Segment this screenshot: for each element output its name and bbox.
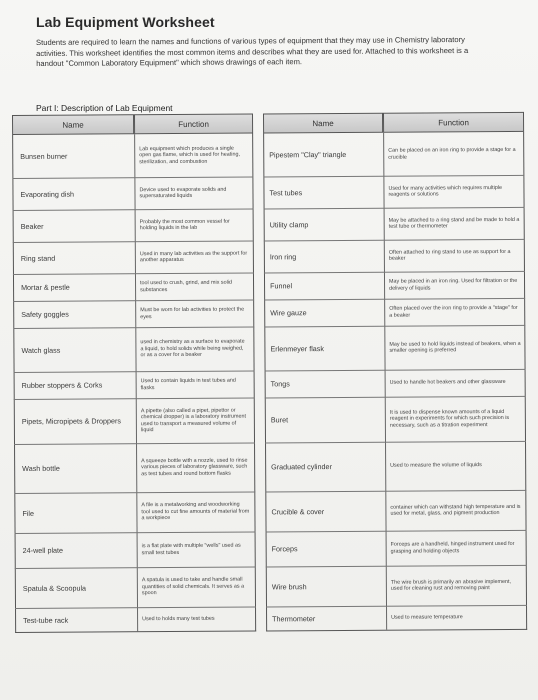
right-equipment-function-text: Can be placed on an iron ring to provide a stage for a crucible [388,147,516,161]
left-equipment-function-text: tool used to crush, grind, and mix solid substances [140,279,233,293]
right-equipment-name-text: Tongs [270,379,290,389]
left-equipment-function [141,493,249,532]
left-equipment-function [140,242,248,273]
right-equipment-function [388,176,520,207]
left-equipment-function [142,608,250,632]
left-equipment-function [140,328,248,371]
right-equipment-function-text: Used to measure temperature [391,614,463,621]
page-title: Lab Equipment Worksheet [36,14,215,30]
right-equipment-function [390,491,522,530]
left-equipment-function-text: A pipette (also called a pipet, pipettor or chemical dropper) is a laboratory instrument used to transport a measured volume of liquid [140,407,247,434]
left-equipment-function [142,568,250,607]
right-equipment-function-text: The wire brush is primarily an abrasive implement, used for cleaning rust and removing paint [390,578,512,592]
right-equipment-function [389,272,521,298]
right-equipment-name [269,133,379,177]
right-equipment-name-text: Pipestem "Clay" triangle [269,149,347,160]
right-equipment-name [270,299,380,327]
left-equipment-function-text: A file is a metalworking and woodworking tool used to cut fine amounts of material from a workpiece [141,502,250,522]
right-equipment-name-text: Graduated cylinder [271,462,332,472]
left-equipment-function-text: used in chemistry as a surface to evaporate a liquid, to hold solids while being weighed, or as a cover for a beaker [140,338,245,359]
intro-paragraph: Students are required to learn the names and functions of various types of equipment that they may use in Chemistry laboratory activities. This worksheet identifies the most common items and describes what they are used for. Attached to this worksheet is a handout "Common Laboratory Equipment" which shows drawings of each item. [36,35,469,69]
right-equipment-function-text: May be placed in an iron ring. Used for filtration or the delivery of liquids [389,278,518,292]
left-equipment-name-text: Mortar & pestle [21,282,70,292]
left-equipment-name-text: 24-well plate [22,545,64,555]
right-equipment-function [390,442,522,490]
left-equipment-name [20,177,130,210]
left-equipment-function [140,301,248,327]
left-equipment-function-text: Must be worn for lab activities to protect the eyes [140,306,245,320]
equipment-table [12,112,527,633]
right-equipment-name-text: Forceps [271,544,298,554]
left-equipment-function [141,399,249,443]
left-equipment-function-text: A spatula is used to take and handle small quantities of solid chemicals. It serves as a spoon [141,576,245,597]
left-equipment-name-text: Rubber stoppers & Corks [21,380,103,390]
left-equipment-name [21,241,131,274]
left-equipment-name [21,327,131,372]
right-equipment-function [391,531,523,565]
left-name-header: Name [12,114,134,135]
right-equipment-name [270,272,380,300]
right-equipment-name-text: Funnel [270,281,293,291]
right-equipment-function [389,240,521,271]
left-equipment-function [140,274,248,300]
right-equipment-name [271,491,381,532]
right-equipment-name-text: Thermometer [272,614,316,624]
left-equipment-function [142,533,250,567]
left-equipment-name [20,134,130,178]
left-equipment-function [141,372,249,398]
right-equipment-name [272,566,382,607]
right-equipment-function-text: May be attached to a ring stand and be made to hold a test tube or thermometer [388,216,520,230]
right-equipment-name [271,397,381,443]
left-equipment-name-text: Watch glass [21,345,61,355]
left-equipment-name [21,209,131,242]
left-equipment-function-text: Used to contain liquids in test tubes and flasks [140,377,236,391]
left-equipment-function-text: Used to holds many test tubes [142,616,215,623]
left-equipment-function-text: Used in many lab activities as the support for another apparatus [139,250,248,264]
right-equipment-name [272,606,382,632]
right-equipment-name-text: Crucible & cover [271,506,325,516]
right-equipment-function-text: Often attached to ring stand to use as support for a beaker [388,248,511,262]
left-equipment-name-text: Bunsen burner [20,151,68,161]
right-equipment-function [390,370,522,396]
left-equipment-name [21,273,131,301]
left-equipment-name-text: Pipets, Micropipets & Droppers [21,416,121,426]
left-function-header: Function [134,114,253,135]
left-equipment-name [22,443,132,493]
right-equipment-name [272,531,382,567]
left-equipment-name [23,532,133,568]
left-equipment-function-text: Device used to evaporate solids and supersaturated liquids [139,186,227,200]
right-equipment-function [390,397,522,441]
left-equipment-function-text: A squeeze bottle with a nozzle, used to rinse various pieces of laboratory glassware, such as test tubes and round bottom flasks [141,457,248,477]
left-equipment-function [140,210,248,241]
part-heading: Part I: Description of Lab Equipment [36,103,173,113]
left-equipment-name [23,607,133,633]
right-equipment-name [271,442,381,492]
left-equipment-name-text: Beaker [20,221,44,231]
right-equipment-name [271,370,381,398]
left-equipment-name-text: Safety goggles [21,309,69,319]
left-equipment-name-text: Ring stand [20,253,56,263]
left-equipment-name-text: Evaporating dish [20,189,75,199]
right-equipment-function-text: Used to handle hot beakers and other glassware [389,379,506,386]
left-equipment-name-text: File [22,508,35,518]
right-equipment-function [391,566,523,605]
left-equipment-function-text: is a flat plate with multiple "wells" used as small test tubes [141,542,241,556]
right-equipment-function [389,326,521,369]
right-equipment-function-text: May be used to hold liquids instead of beakers, when a smaller opening is preferred [389,340,521,354]
right-equipment-function-text: Used for many activities which requires multiple reagents or solutions [388,184,503,198]
right-equipment-function [389,299,521,325]
right-equipment-name [270,326,380,371]
table-body [12,132,527,633]
right-equipment-name-text: Wire gauze [270,308,307,318]
right-equipment-function-text: Used to measure the volume of liquids [390,462,482,469]
right-name-header: Name [263,113,383,134]
right-equipment-name-text: Buret [270,415,289,425]
right-equipment-name-text: Wire brush [271,581,307,591]
left-equipment-function-text: Probably the most common vessel for holding liquids in the lab [139,218,230,232]
left-equipment-function [141,444,249,492]
left-equipment-function-text: Lab equipment which produces a single open gas flame, which is used for heating, sterilization, and combustion [139,145,240,165]
right-equipment-name [269,176,379,209]
left-equipment-name-text: Test-tube rack [23,615,69,625]
left-equipment-function [139,135,247,177]
left-equipment-name-text: Wash bottle [22,463,60,473]
left-equipment-name [22,398,132,444]
left-equipment-function [139,178,247,209]
left-equipment-name [21,300,131,328]
left-equipment-name [23,567,133,608]
right-equipment-function-text: container which can withstand high temperature and is used for metal, glass, and pigment production [390,503,521,517]
right-equipment-function-text: Often placed over the iron ring to provide a "stage" for a beaker [389,305,518,319]
left-equipment-name [22,492,132,533]
right-equipment-name [270,208,380,241]
right-equipment-name-text: Iron ring [269,251,297,261]
right-equipment-function [391,606,523,630]
right-equipment-name-text: Test tubes [269,187,303,197]
right-equipment-name [270,240,380,273]
left-equipment-name [22,371,132,399]
right-equipment-function [389,208,521,239]
right-equipment-function-text: It is used to dispense known amounts of a liquid reagent in experiments for which such precision is necessary, such as a titration experiment [389,408,510,429]
right-equipment-name-text: Utility clamp [269,219,309,229]
right-equipment-name-text: Erlenmeyer flask [270,343,324,353]
right-function-header: Function [383,112,524,133]
right-equipment-function [388,133,520,175]
right-equipment-function-text: Forceps are a handheld, hinged instrument used for grasping and holding objects [390,541,515,555]
left-equipment-name-text: Spatula & Scoopula [22,583,87,593]
